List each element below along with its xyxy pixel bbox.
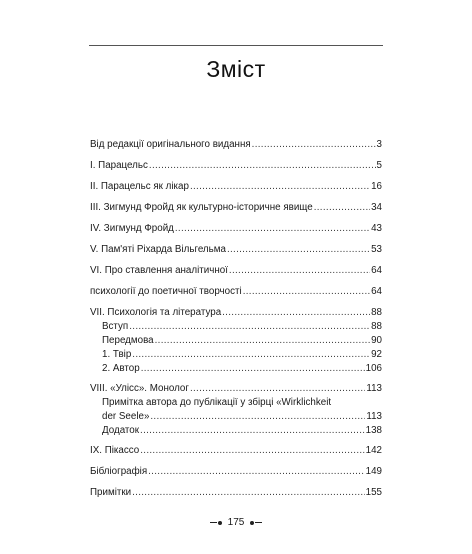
footer-ornament-right (250, 521, 262, 525)
dot-leader (190, 382, 365, 395)
toc-entry[interactable] (90, 486, 382, 499)
toc-entry-page: 64 (371, 286, 382, 297)
dot-leader (222, 306, 370, 319)
dot-leader (150, 410, 365, 423)
toc-entry-label: II. Парацельс як лікар (90, 181, 189, 192)
toc-entry-page: 34 (371, 202, 382, 213)
toc-entry-label: Передмова (102, 335, 154, 346)
page-title: Зміст (206, 56, 266, 82)
toc-entry-page: 113 (366, 383, 382, 394)
dot-leader (129, 320, 370, 333)
toc-entry[interactable] (90, 138, 382, 151)
toc-entry-page: 43 (371, 223, 382, 234)
toc-entry-label: IX. Пікассо (90, 445, 140, 456)
toc-entry[interactable] (90, 444, 382, 457)
header-rule (89, 45, 383, 46)
toc-subentry[interactable] (102, 334, 382, 347)
toc-entry-page: 92 (371, 349, 382, 360)
toc-entry-label: Вступ (102, 321, 129, 332)
dot-leader (140, 444, 364, 457)
toc-entry[interactable] (90, 222, 382, 235)
toc-entry[interactable] (90, 285, 382, 298)
dot-leader (149, 159, 376, 172)
toc-entry[interactable] (90, 243, 382, 256)
dot-leader (132, 486, 365, 499)
page-number: 175 (227, 517, 245, 528)
dot-leader (243, 285, 370, 298)
dot-leader (229, 264, 370, 277)
toc-subentry[interactable] (102, 348, 382, 361)
dot-leader (314, 201, 370, 214)
toc-entry-label: 2. Автор (102, 363, 140, 374)
toc-entry-page: 113 (366, 411, 382, 422)
dash-ornament (210, 522, 217, 523)
dot-leader (132, 348, 370, 361)
toc-entry-page: 5 (376, 160, 382, 171)
toc-entry-page: 90 (371, 335, 382, 346)
toc-entry[interactable] (90, 180, 382, 193)
toc-entry-page: 53 (371, 244, 382, 255)
toc-entry-label: Примітки (90, 487, 132, 498)
toc-entry-label: VII. Психологія та література (90, 307, 222, 318)
dot-leader (175, 222, 370, 235)
toc-subentry[interactable] (102, 396, 382, 409)
toc-entry[interactable] (90, 382, 382, 395)
dash-ornament (255, 522, 262, 523)
dot-leader (252, 138, 376, 151)
toc-entry-label: I. Парацельс (90, 160, 148, 171)
footer-ornament-left (210, 521, 222, 525)
toc-entry-label: V. Пам'яті Ріхарда Вільгельма (90, 244, 226, 255)
toc-entry[interactable] (90, 201, 382, 214)
toc-entry-page: 155 (365, 487, 382, 498)
toc-entry-label: Примітка автора до публікації у збірці «Wirklichkeit (102, 397, 332, 408)
dot-leader (155, 334, 370, 347)
dot-leader (148, 465, 365, 478)
toc-entry-label: VIII. «Улісс». Монолог (90, 383, 189, 394)
toc-entry-page: 138 (365, 425, 382, 436)
dot-ornament (250, 521, 254, 525)
toc-entry-page: 88 (371, 307, 382, 318)
toc-entry-page: 64 (371, 265, 382, 276)
toc-entry-label: 1. Твір (102, 349, 132, 360)
toc-entry-label: Додаток (102, 425, 140, 436)
toc-subentry[interactable] (102, 424, 382, 437)
toc-entry[interactable] (90, 306, 382, 319)
toc-entry-page: 142 (365, 445, 382, 456)
toc-entry[interactable] (90, 159, 382, 172)
toc-entry-label: der Seele» (102, 411, 150, 422)
dot-leader (141, 362, 365, 375)
dot-leader (140, 424, 365, 437)
toc-entry-page: 149 (365, 466, 382, 477)
toc-subentry[interactable] (102, 320, 382, 333)
toc-entry-label: IV. Зигмунд Фройд (90, 223, 174, 234)
toc-entry-label: Бібліографія (90, 466, 148, 477)
toc-entry-label: Від редакції оригінального видання (90, 139, 251, 150)
toc-entry-page: 106 (365, 363, 382, 374)
toc-entry[interactable] (90, 264, 382, 277)
toc-entry-label: III. Зигмунд Фройд як культурно-історичне явище (90, 202, 313, 213)
toc-entry-label: VI. Про ставлення аналітичної (90, 265, 228, 276)
toc-subentry[interactable] (102, 410, 382, 423)
toc-entry[interactable] (90, 465, 382, 478)
toc-entry-label: психології до поетичної творчості (90, 286, 242, 297)
dot-ornament (218, 521, 222, 525)
toc-entry-page: 16 (371, 181, 382, 192)
toc-entry-page: 88 (371, 321, 382, 332)
toc-subentry[interactable] (102, 362, 382, 375)
dot-leader (227, 243, 370, 256)
toc-entry-page: 3 (376, 139, 382, 150)
dot-leader (190, 180, 370, 193)
page-footer (0, 517, 472, 528)
